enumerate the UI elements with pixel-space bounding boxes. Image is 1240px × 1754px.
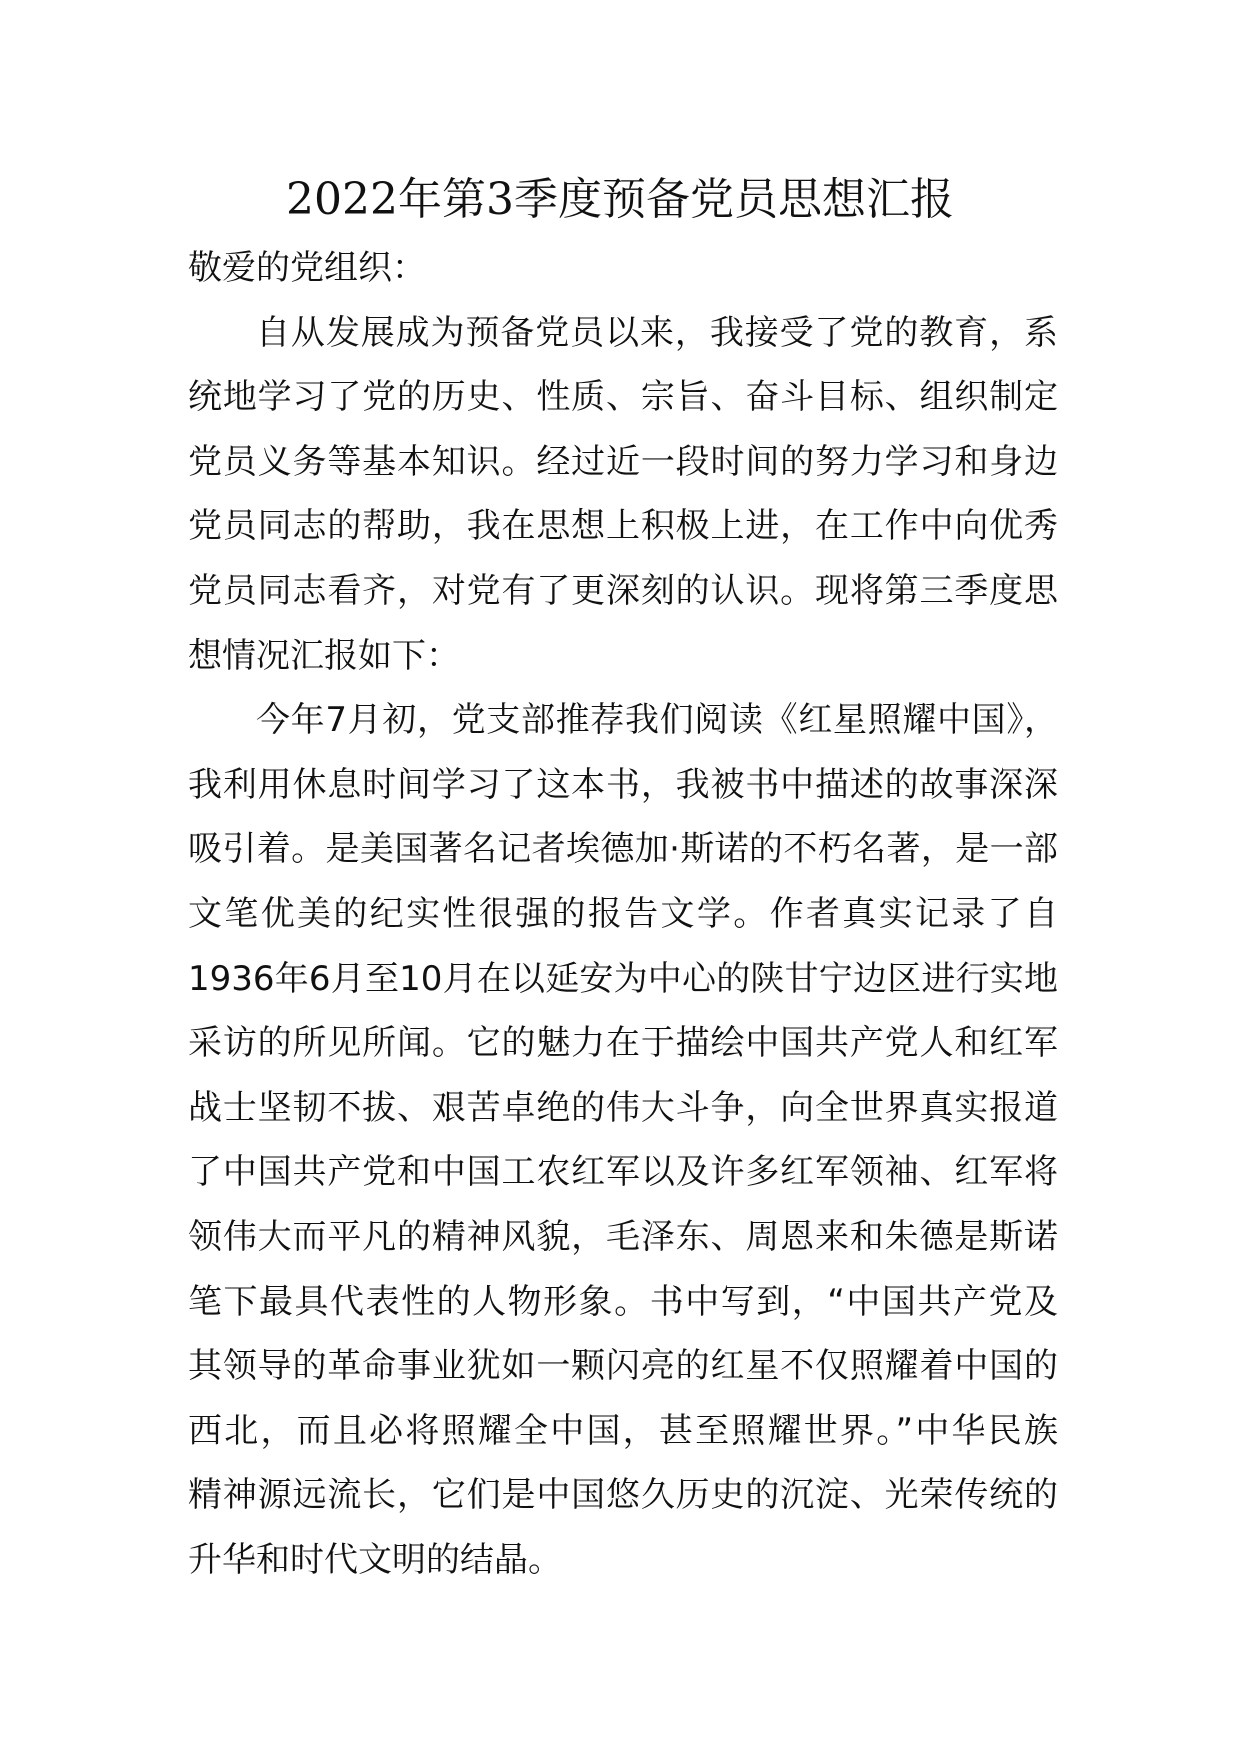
- document-title: 2022年第3季度预备党员思想汇报: [286, 174, 954, 225]
- paragraph-line: 其领导的革命事业犹如一颗闪亮的红星不仅照耀着中国的: [188, 1346, 1058, 1387]
- paragraph-line: 党员同志看齐，对党有了更深刻的认识。现将第三季度思: [188, 570, 1058, 611]
- paragraph-line: 笔下最具代表性的人物形象。书中写到，“中国共产党及: [188, 1281, 1058, 1322]
- paragraph-line: 文笔优美的纪实性很强的报告文学。作者真实记录了自: [188, 893, 1058, 934]
- salutation: 敬爱的党组织：: [188, 248, 426, 288]
- paragraph-line: 西北，而且必将照耀全中国，甚至照耀世界。”中华民族: [188, 1410, 1058, 1451]
- paragraph-2: [188, 688, 1058, 1592]
- paragraph-line: 采访的所见所闻。它的魅力在于描绘中国共产党人和红军: [188, 1023, 1058, 1064]
- paragraph-line: 党员义务等基本知识。经过近一段时间的努力学习和身边: [188, 441, 1058, 482]
- document-body: [188, 236, 1058, 1592]
- paragraph-line: 想情况汇报如下：: [188, 635, 460, 676]
- paragraph-line: 升华和时代文明的结晶。: [188, 1539, 562, 1580]
- paragraph-1: [188, 301, 1058, 689]
- paragraph-line: 自从发展成为预备党员以来，我接受了党的教育，系: [256, 312, 1058, 353]
- paragraph-line: 了中国共产党和中国工农红军以及许多红军领袖、红军将: [188, 1152, 1058, 1193]
- paragraph-line: 精神源远流长，它们是中国悠久历史的沉淀、光荣传统的: [188, 1475, 1058, 1516]
- paragraph-line: 吸引着。是美国著名记者埃德加·斯诺的不朽名著，是一部: [188, 829, 1058, 870]
- paragraph-line: 1936年6月至10月在以延安为中心的陕甘宁边区进行实地: [188, 958, 1058, 999]
- paragraph-line: 统地学习了党的历史、性质、宗旨、奋斗目标、组织制定: [188, 377, 1058, 418]
- paragraph-line: 战士坚韧不拔、艰苦卓绝的伟大斗争，向全世界真实报道: [188, 1087, 1058, 1128]
- paragraph-line: 我利用休息时间学习了这本书，我被书中描述的故事深深: [188, 764, 1058, 805]
- paragraph-line: 今年7月初，党支部推荐我们阅读《红星照耀中国》，: [256, 700, 1058, 741]
- paragraph-line: 领伟大而平凡的精神风貌，毛泽东、周恩来和朱德是斯诺: [188, 1216, 1058, 1257]
- paragraph-line: 党员同志的帮助，我在思想上积极上进，在工作中向优秀: [188, 506, 1058, 547]
